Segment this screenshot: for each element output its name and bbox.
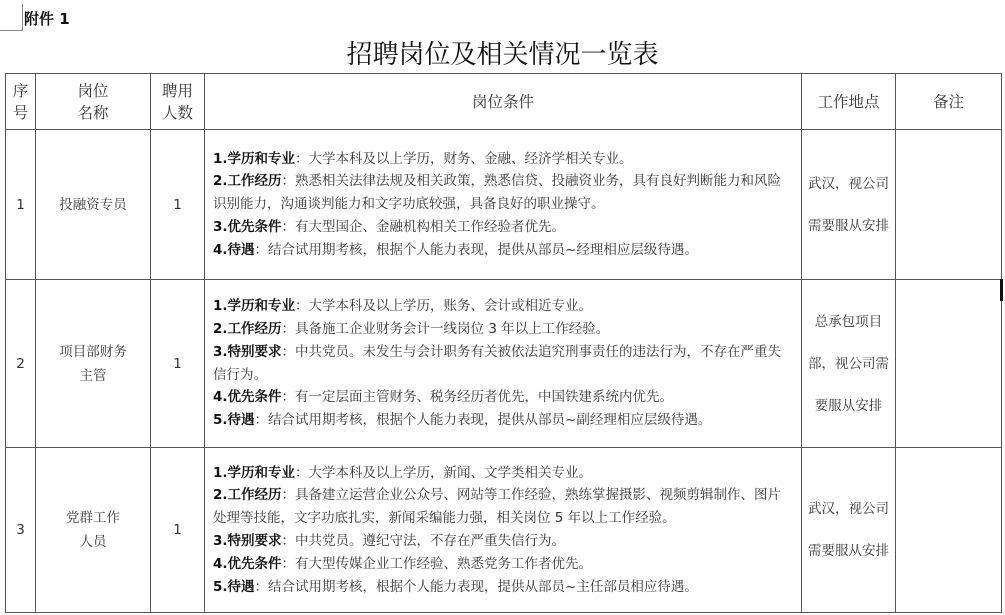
condition-label: 4.优先条件 xyxy=(213,555,282,572)
condition-label: 3.特别要求 xyxy=(213,533,282,549)
header-location: 工作地点 xyxy=(802,74,896,130)
condition-item xyxy=(213,239,793,262)
condition-label: 2.工作经历 xyxy=(213,173,282,190)
row-position-line1: 项目部财务 xyxy=(59,343,127,360)
condition-label: 5.待遇 xyxy=(213,412,255,429)
header-count-line2: 人数 xyxy=(161,103,193,122)
recruitment-table xyxy=(5,73,1002,613)
row-conditions xyxy=(205,130,802,280)
condition-text: ：熟悉相关法律法规及相关政策，熟悉信贷、投融资业务，具有良好判断能力和风险识别能力，沟通谈判能力和文字功底较强，具备良好的职业操守。 xyxy=(213,173,782,213)
row-remarks xyxy=(896,280,1002,448)
row-count: 1 xyxy=(151,280,205,448)
condition-label: 2.工作经历 xyxy=(213,320,282,337)
condition-item xyxy=(213,553,793,576)
row-conditions xyxy=(205,448,802,613)
condition-text: ：具备建立运营企业公众号、网站等工作经验，熟练掌握摄影、视频剪辑制作、图片处理等技能，文字功底扎实，新闻采编能力强，相关岗位 5 年以上工作经验。 xyxy=(213,487,782,527)
row-position-line2: 主管 xyxy=(79,367,107,384)
row-count: 1 xyxy=(151,130,205,280)
condition-text: ：中共党员。遵纪守法，不存在严重失信行为。 xyxy=(281,533,566,549)
condition-text: ：有大型传媒企业工作经验、熟悉党务工作者优先。 xyxy=(281,555,593,572)
row-position xyxy=(36,448,151,613)
condition-label: 4.待遇 xyxy=(213,241,255,258)
table-row xyxy=(6,130,1002,280)
header-conditions: 岗位条件 xyxy=(205,74,802,130)
condition-text: ：大学本科及以上学历，新闻、文学类相关专业。 xyxy=(295,464,593,481)
header-remarks: 备注 xyxy=(896,74,1002,130)
row-seq: 1 xyxy=(6,130,36,280)
row-position xyxy=(36,130,151,280)
attachment-label: 附件 1 xyxy=(24,10,70,28)
condition-text: ：有一定层面主管财务、税务经历者优先，中国铁建系统内优先。 xyxy=(281,389,674,406)
table-row xyxy=(6,280,1002,448)
condition-text: ：大学本科及以上学历，财务、金融、经济学相关专业。 xyxy=(295,150,633,167)
condition-text: ：中共党员。未发生与会计职务有关被依法追究刑事责任的违法行为，不存在严重失信行为。 xyxy=(213,343,782,383)
condition-item xyxy=(213,530,793,553)
condition-item xyxy=(213,386,793,409)
row-seq: 2 xyxy=(6,280,36,448)
condition-label: 3.优先条件 xyxy=(213,218,282,235)
condition-item xyxy=(213,484,793,530)
condition-text: ：有大型国企、金融机构相关工作经验者优先。 xyxy=(281,218,566,235)
row-position-line2: 人员 xyxy=(79,534,107,550)
table-row xyxy=(6,448,1002,613)
row-location: 武汉，视公司需要服从安排 xyxy=(802,130,896,280)
table-header-row xyxy=(6,74,1002,130)
header-position xyxy=(36,74,151,130)
condition-text: ：结合试用期考核，根据个人能力表现，提供从部员~主任部员相应待遇。 xyxy=(254,578,698,595)
condition-item xyxy=(213,216,793,239)
condition-item xyxy=(213,295,793,318)
condition-item xyxy=(213,170,793,216)
row-seq: 3 xyxy=(6,448,36,613)
condition-text: ：结合试用期考核，根据个人能力表现，提供从部员~经理相应层级待遇。 xyxy=(254,241,698,258)
row-position xyxy=(36,280,151,448)
condition-text: ：结合试用期考核，根据个人能力表现，提供从部员~副经理相应层级待遇。 xyxy=(254,412,712,429)
row-remarks xyxy=(896,130,1002,280)
row-location: 武汉，视公司需要服从安排 xyxy=(802,448,896,613)
condition-item xyxy=(213,576,793,599)
row-location: 总承包项目部，视公司需要服从安排 xyxy=(802,280,896,448)
header-position-line1: 岗位 xyxy=(77,81,109,100)
condition-label: 4.优先条件 xyxy=(213,389,282,406)
page-edge-marker xyxy=(1000,279,1003,301)
condition-label: 2.工作经历 xyxy=(213,487,282,504)
header-seq-line2: 号 xyxy=(12,103,29,122)
page-corner-mark xyxy=(0,4,23,31)
condition-label: 5.待遇 xyxy=(213,578,255,595)
header-count xyxy=(151,74,205,130)
condition-item xyxy=(213,341,793,387)
header-seq xyxy=(6,74,36,130)
header-seq-line1: 序 xyxy=(12,81,29,100)
condition-item xyxy=(213,462,793,485)
condition-text: ：大学本科及以上学历，账务、会计或相近专业。 xyxy=(295,298,593,315)
condition-label: 3.特别要求 xyxy=(213,343,282,360)
condition-item xyxy=(213,318,793,341)
row-position-line1: 党群工作 xyxy=(66,510,120,526)
condition-item xyxy=(213,409,793,432)
condition-label: 1.学历和专业 xyxy=(213,464,296,481)
row-remarks xyxy=(896,448,1002,613)
row-conditions xyxy=(205,280,802,448)
header-count-line1: 聘用 xyxy=(161,81,193,100)
row-position-line1: 投融资专员 xyxy=(59,196,127,213)
row-count: 1 xyxy=(151,448,205,613)
header-position-line2: 名称 xyxy=(77,103,109,122)
condition-text: ：具备施工企业财务会计一线岗位 3 年以上工作经验。 xyxy=(281,320,610,337)
condition-label: 1.学历和专业 xyxy=(213,298,296,315)
condition-item xyxy=(213,148,793,171)
page-title: 招聘岗位及相关情况一览表 xyxy=(346,40,659,70)
condition-label: 1.学历和专业 xyxy=(213,150,296,167)
